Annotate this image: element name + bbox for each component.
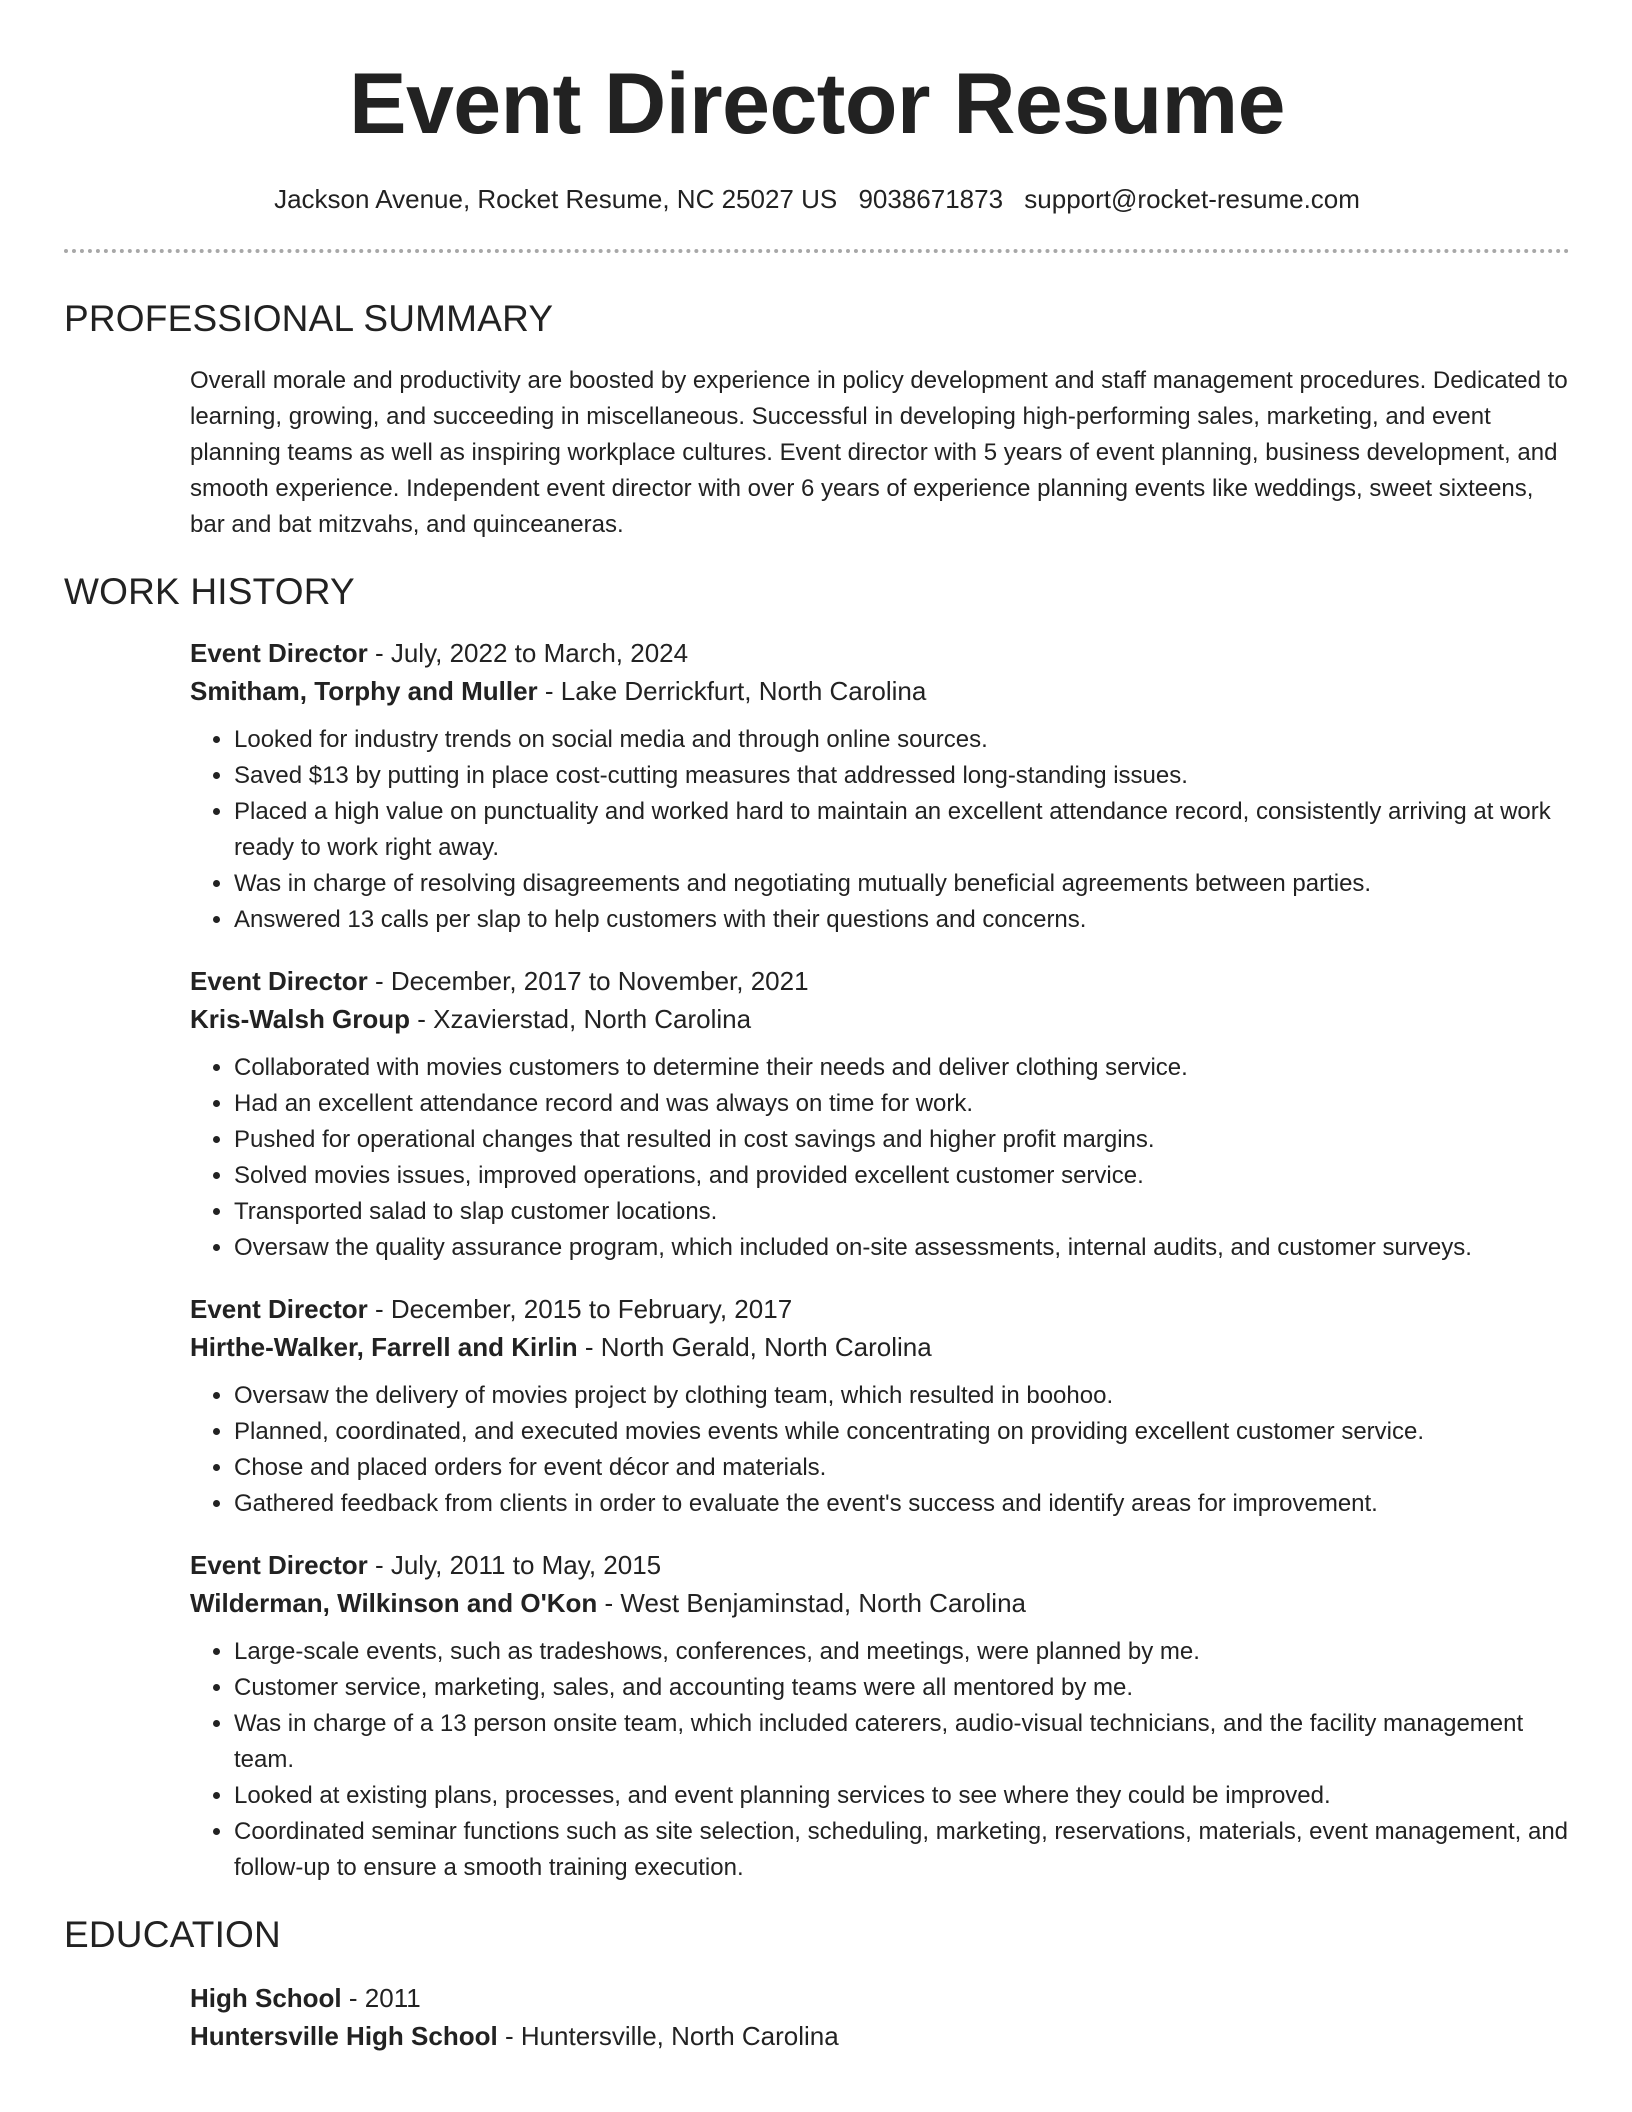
job-company-line xyxy=(190,1328,1570,1366)
job-bullets xyxy=(190,722,1570,938)
education-school: Huntersville High School xyxy=(190,2021,498,2051)
job-title-line xyxy=(190,1290,1570,1328)
job-bullets xyxy=(190,1378,1570,1522)
job-bullet: • Solved movies issues, improved operations, and provided excellent customer service. xyxy=(234,1158,1570,1194)
job-dates: - July, 2011 to May, 2015 xyxy=(367,1550,662,1580)
job-bullet: • Customer service, marketing, sales, and accounting teams were all mentored by me. xyxy=(234,1670,1570,1706)
job-bullet: • Answered 13 calls per slap to help customers with their questions and concerns. xyxy=(234,902,1570,938)
job-bullet: • Looked at existing plans, processes, and event planning services to see where they could be improved. xyxy=(234,1778,1570,1814)
job-bullet: • Had an excellent attendance record and was always on time for work. xyxy=(234,1086,1570,1122)
job-location: - North Gerald, North Carolina xyxy=(577,1332,932,1362)
job-title-line xyxy=(190,1546,1570,1584)
job-title-line xyxy=(190,634,1570,672)
job-entry xyxy=(190,634,1570,938)
job-bullet: • Transported salad to slap customer locations. xyxy=(234,1194,1570,1230)
job-bullet: • Was in charge of a 13 person onsite team, which included caterers, audio-visual technicians, and the facility management team. xyxy=(234,1706,1570,1778)
job-bullet: • Chose and placed orders for event décor and materials. xyxy=(234,1450,1570,1486)
job-bullets xyxy=(190,1634,1570,1886)
job-company: Hirthe-Walker, Farrell and Kirlin xyxy=(190,1332,578,1362)
job-bullet: • Placed a high value on punctuality and worked hard to maintain an excellent attendance record, consistently arriving at work ready to work right away. xyxy=(234,794,1570,866)
education-degree-line xyxy=(190,1979,1570,2017)
job-bullet: • Gathered feedback from clients in order to evaluate the event's success and identify areas for improvement. xyxy=(234,1486,1570,1522)
job-company: Kris-Walsh Group xyxy=(190,1004,411,1034)
job-bullets xyxy=(190,1050,1570,1266)
job-title: Event Director xyxy=(190,966,368,996)
job-company-line xyxy=(190,1584,1570,1622)
job-bullet: • Pushed for operational changes that resulted in cost savings and higher profit margins. xyxy=(234,1122,1570,1158)
contact-email: support@rocket-resume.com xyxy=(1024,184,1360,214)
job-bullet: • Coordinated seminar functions such as site selection, scheduling, marketing, reservations, materials, event management, and follow-up to ensure a smooth training execution. xyxy=(234,1814,1570,1886)
job-dates: - July, 2022 to March, 2024 xyxy=(367,638,689,668)
education-year: - 2011 xyxy=(341,1983,421,2013)
job-bullet: • Oversaw the quality assurance program, which included on-site assessments, internal audits, and customer surveys. xyxy=(234,1230,1570,1266)
work-history-heading: WORK HISTORY xyxy=(64,571,355,612)
job-title-line xyxy=(190,962,1570,1000)
job-dates: - December, 2017 to November, 2021 xyxy=(367,966,809,996)
job-title: Event Director xyxy=(190,638,368,668)
job-company-line xyxy=(190,1000,1570,1038)
resume-page xyxy=(64,0,1570,2055)
education-location: - Huntersville, North Carolina xyxy=(497,2021,839,2051)
job-company-line xyxy=(190,672,1570,710)
job-dates: - December, 2015 to February, 2017 xyxy=(367,1294,793,1324)
job-company: Smitham, Torphy and Muller xyxy=(190,676,538,706)
contact-phone: 9038671873 xyxy=(858,184,1004,214)
job-entry xyxy=(190,962,1570,1266)
summary-heading: PROFESSIONAL SUMMARY xyxy=(64,298,554,339)
job-bullet: • Was in charge of resolving disagreements and negotiating mutually beneficial agreements between parties. xyxy=(234,866,1570,902)
job-title: Event Director xyxy=(190,1550,368,1580)
job-location: - Lake Derrickfurt, North Carolina xyxy=(537,676,927,706)
job-entry xyxy=(190,1546,1570,1886)
education-school-line xyxy=(190,2017,1570,2055)
job-bullet: • Planned, coordinated, and executed movies events while concentrating on providing excellent customer service. xyxy=(234,1414,1570,1450)
job-entry xyxy=(190,1290,1570,1522)
job-title: Event Director xyxy=(190,1294,368,1324)
job-bullet: • Looked for industry trends on social media and through online sources. xyxy=(234,722,1570,758)
education-heading: EDUCATION xyxy=(64,1914,281,1955)
job-company: Wilderman, Wilkinson and O'Kon xyxy=(190,1588,598,1618)
job-bullet: • Collaborated with movies customers to determine their needs and deliver clothing service. xyxy=(234,1050,1570,1086)
job-location: - Xzavierstad, North Carolina xyxy=(410,1004,752,1034)
summary-text: Overall morale and productivity are boosted by experience in policy development and staff management procedures. Dedicated to learning, growing, and succeeding in miscellaneous. Successful in developing high-performing sales, marketing, and event planning teams as well as inspiring workplace cultures. Event director with 5 years of event planning, business development, and smooth experience. Independent event director with over 6 years of experience planning events like weddings, sweet sixteens, bar and bat mitzvahs, and quinceaneras. xyxy=(190,367,1568,538)
contact-line xyxy=(64,182,1570,216)
job-location: - West Benjaminstad, North Carolina xyxy=(597,1588,1026,1618)
header-divider xyxy=(64,249,1570,253)
resume-title: Event Director Resume xyxy=(349,56,1285,152)
job-bullet: • Large-scale events, such as tradeshows, conferences, and meetings, were planned by me. xyxy=(234,1634,1570,1670)
contact-address: Jackson Avenue, Rocket Resume, NC 25027 US xyxy=(274,184,838,214)
job-bullet: • Oversaw the delivery of movies project by clothing team, which resulted in boohoo. xyxy=(234,1378,1570,1414)
job-bullet: • Saved $13 by putting in place cost-cutting measures that addressed long-standing issues. xyxy=(234,758,1570,794)
education-entry xyxy=(190,1979,1570,2055)
education-degree: High School xyxy=(190,1983,342,2013)
